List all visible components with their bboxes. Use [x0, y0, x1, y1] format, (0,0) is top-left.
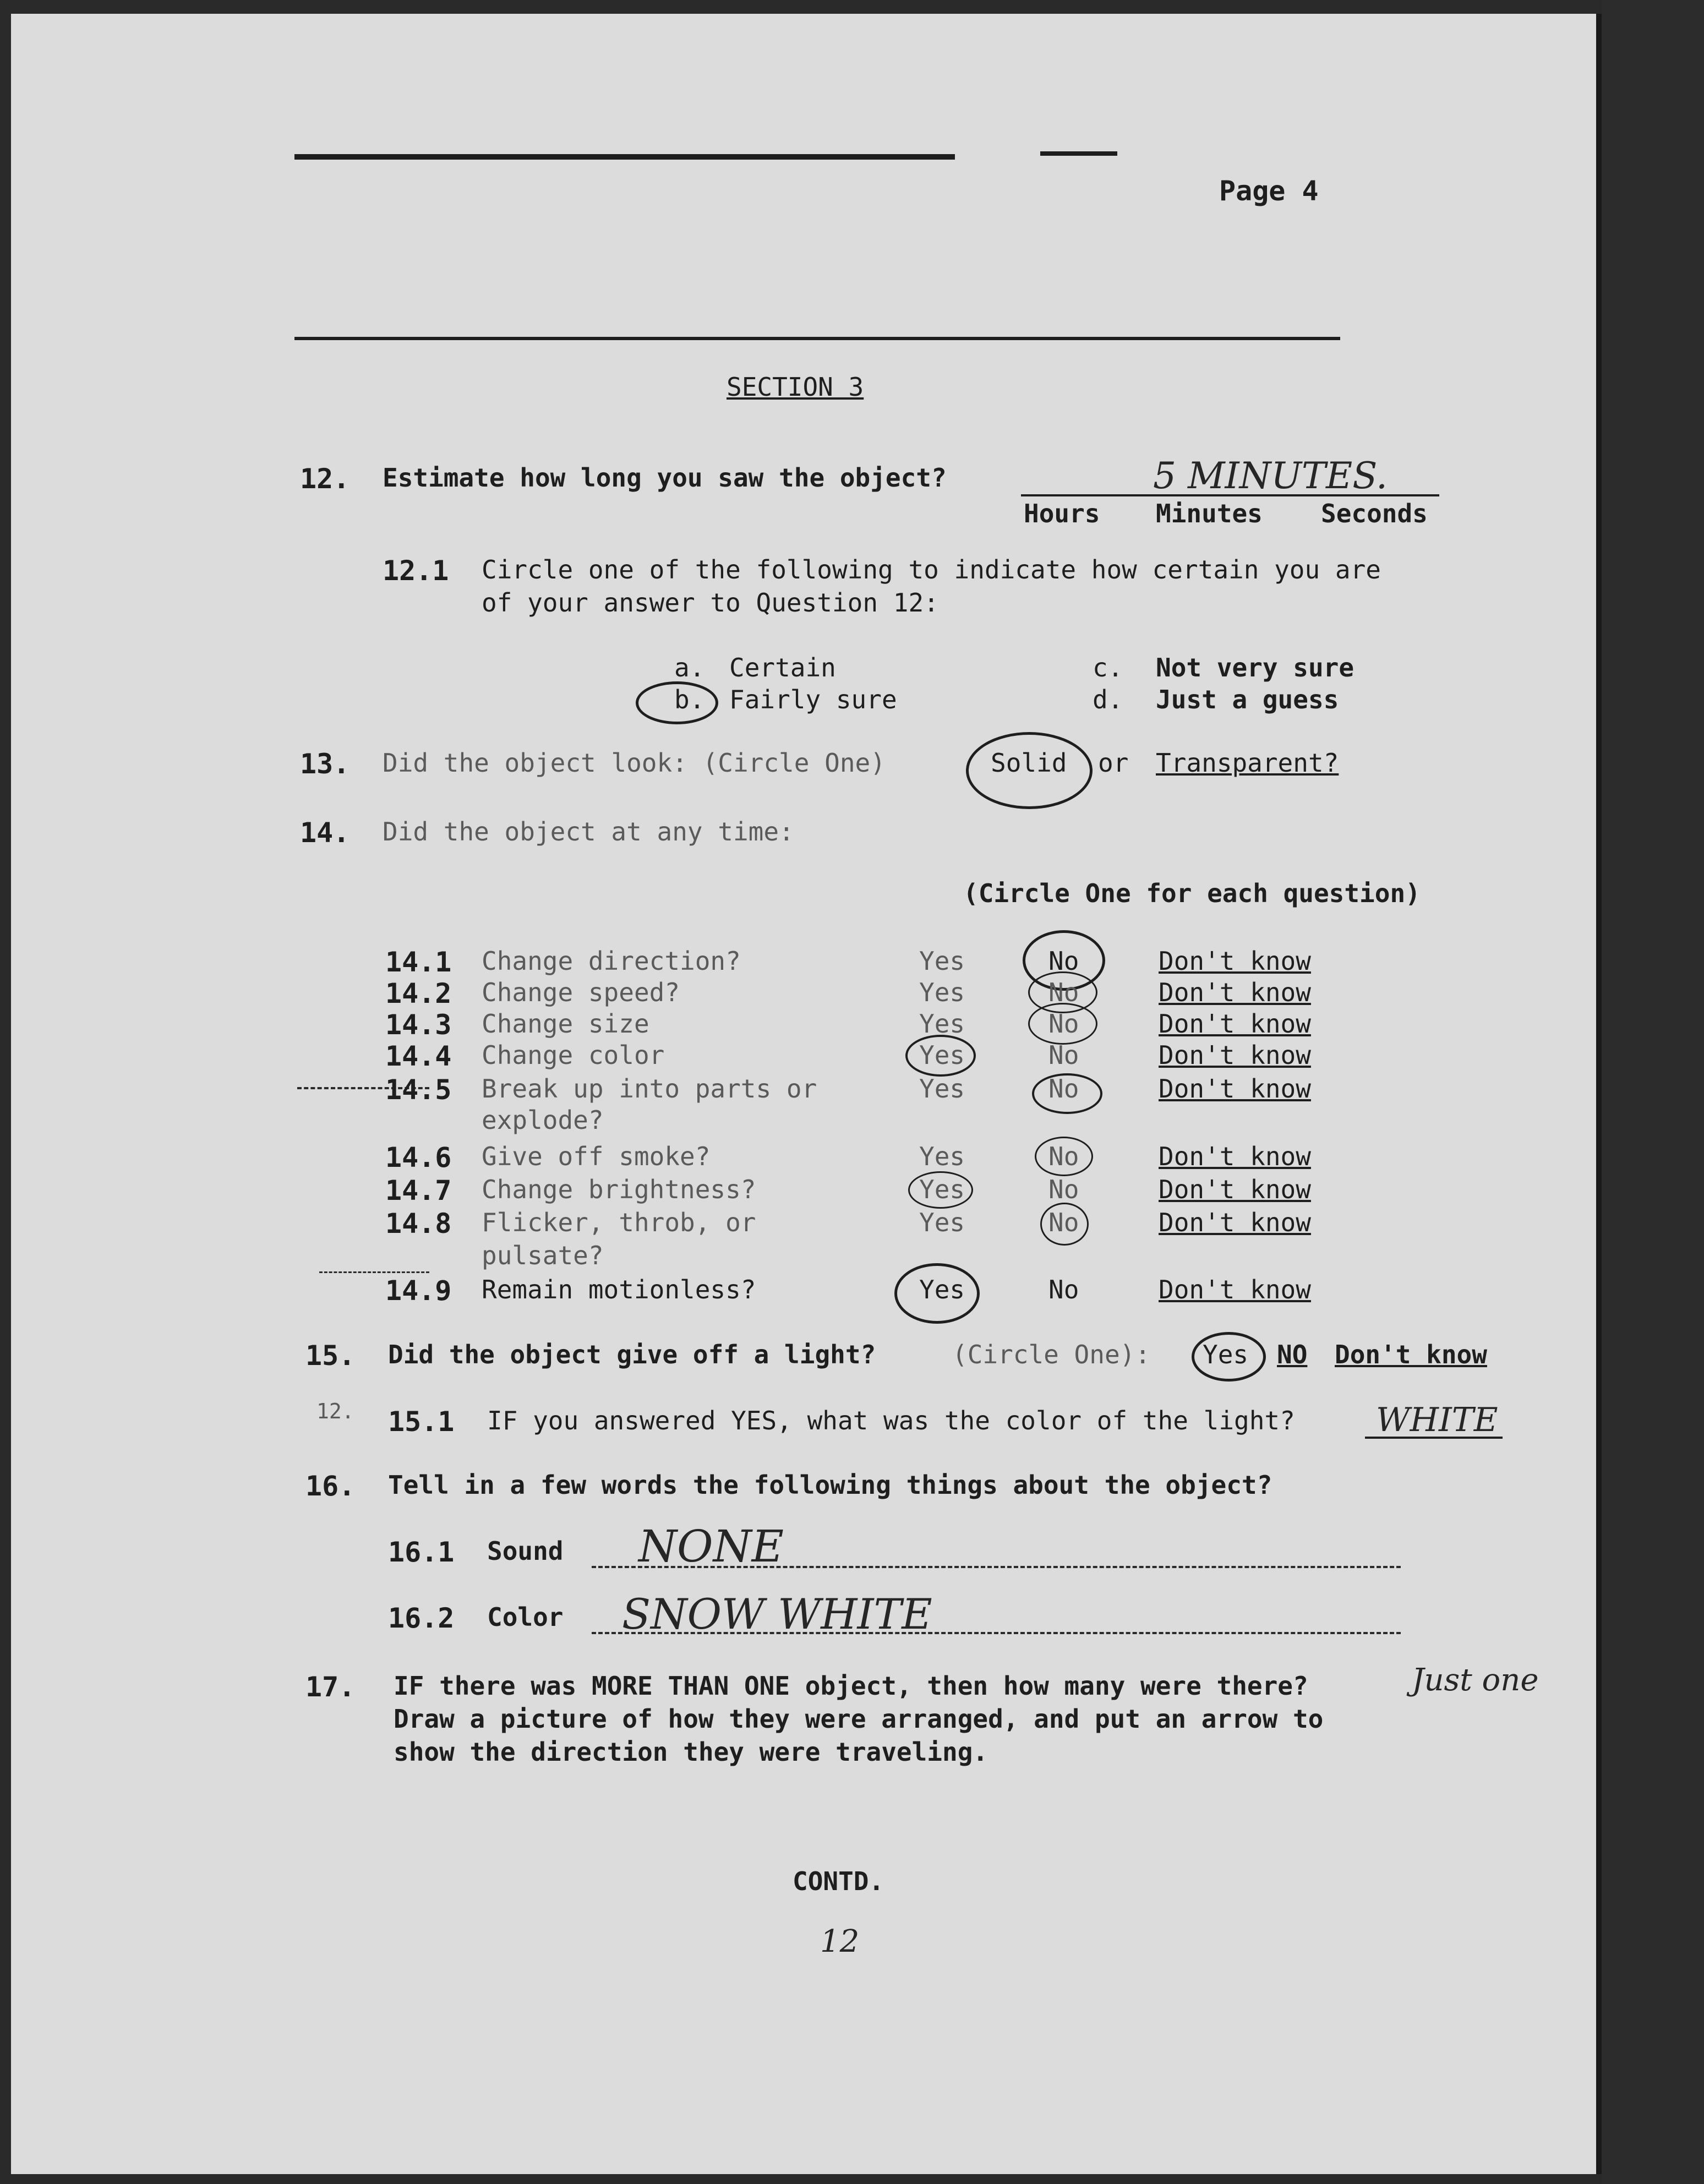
q17-number: 17. — [305, 1671, 356, 1703]
scan-margin — [1602, 0, 1704, 2184]
q14-1-number: 14.1 — [385, 946, 452, 978]
q14-text: Did the object at any time: — [383, 817, 794, 847]
q14-7-number: 14.7 — [385, 1175, 452, 1206]
q14-5-dk: Don't know — [1159, 1074, 1311, 1104]
q15-dk: Don't know — [1335, 1340, 1487, 1369]
q16-text: Tell in a few words the following things about the object? — [388, 1470, 1272, 1500]
q14-5-number: 14.5 — [385, 1074, 452, 1106]
q14-7-dk: Don't know — [1159, 1175, 1311, 1204]
q16-1-answer: NONE — [638, 1521, 784, 1572]
q15-number: 15. — [305, 1340, 356, 1372]
q13-or: or — [1098, 748, 1129, 778]
q15-text: Did the object give off a light? — [388, 1340, 876, 1369]
q14-3-no: No — [1048, 1009, 1079, 1039]
q12-text: Estimate how long you saw the object? — [383, 463, 947, 493]
handwritten-page-number: 12 — [820, 1924, 860, 1959]
q17-line3: show the direction they were traveling. — [394, 1737, 988, 1767]
section-title: SECTION 3 — [727, 372, 864, 402]
q14-9-no: No — [1048, 1275, 1079, 1304]
q14-8-circle-no — [1040, 1203, 1089, 1246]
q14-8-text2: pulsate? — [482, 1241, 604, 1270]
q16-1-number: 16.1 — [388, 1536, 455, 1568]
q17-line2: Draw a picture of how they were arranged, and put an arrow to — [394, 1704, 1324, 1734]
q14-4-circle-yes — [905, 1035, 976, 1077]
q14-3-dk: Don't know — [1159, 1009, 1311, 1039]
q14-1-no: No — [1048, 946, 1079, 976]
q12-unit-hours: Hours — [1024, 499, 1100, 528]
q14-8-text: Flicker, throb, or — [482, 1208, 756, 1237]
q15-yes: Yes — [1203, 1340, 1249, 1369]
q12-1-opt-a: Certain — [729, 653, 836, 682]
q13-circle-solid — [966, 732, 1093, 809]
contd-label: CONTD. — [793, 1866, 884, 1896]
q14-3-text: Change size — [482, 1009, 649, 1039]
q17-answer: Just one — [1412, 1662, 1539, 1698]
q14-6-dk: Don't know — [1159, 1142, 1311, 1171]
q14-number: 14. — [300, 817, 350, 849]
top-rule — [294, 154, 955, 160]
q12-1-opt-c-letter: c. — [1093, 653, 1123, 682]
q14-9-number: 14.9 — [385, 1275, 452, 1307]
page-edge — [1596, 14, 1602, 2174]
q12-1-circle-b — [636, 681, 718, 724]
q14-4-yes: Yes — [919, 1040, 965, 1070]
q14-2-number: 14.2 — [385, 978, 452, 1009]
q12-number: 12. — [300, 463, 350, 495]
q14-2-dk: Don't know — [1159, 978, 1311, 1007]
q15-1-number: 15.1 — [388, 1406, 455, 1438]
q12-1-opt-b-letter: b. — [674, 685, 705, 714]
q14-7-yes: Yes — [919, 1175, 965, 1204]
page-label: Page 4 — [1219, 175, 1319, 207]
q14-9-mark — [319, 1271, 429, 1273]
q13-opt-transparent: Transparent? — [1156, 748, 1339, 778]
q14-9-text: Remain motionless? — [482, 1275, 756, 1304]
q12-1-opt-c: Not very sure — [1156, 653, 1355, 682]
q14-1-yes: Yes — [919, 946, 965, 976]
q14-6-no: No — [1048, 1142, 1079, 1171]
q16-1-label: Sound — [487, 1536, 564, 1566]
q12-1-opt-a-letter: a. — [674, 653, 705, 682]
q13-number: 13. — [300, 748, 350, 780]
q12-1-opt-b: Fairly sure — [729, 685, 897, 714]
q16-2-number: 16.2 — [388, 1602, 455, 1634]
q16-number: 16. — [305, 1470, 356, 1502]
q12-1-number: 12.1 — [383, 555, 449, 587]
q15-1-text: IF you answered YES, what was the color of the light? — [487, 1406, 1295, 1435]
q14-9-circle-yes — [894, 1263, 980, 1324]
q14-6-number: 14.6 — [385, 1142, 452, 1173]
q14-9-yes: Yes — [919, 1275, 965, 1304]
q14-3-yes: Yes — [919, 1009, 965, 1039]
q12-1-opt-d-letter: d. — [1093, 685, 1123, 714]
q15-instruction: (Circle One): — [952, 1340, 1151, 1369]
q14-3-number: 14.3 — [385, 1009, 452, 1041]
q14-5-text: Break up into parts or — [482, 1074, 817, 1104]
q14-8-no: No — [1048, 1208, 1079, 1237]
q12-1-line1: Circle one of the following to indicate how certain you are — [482, 555, 1381, 585]
q14-4-no: No — [1048, 1040, 1079, 1070]
q15-circle-yes — [1192, 1332, 1266, 1382]
q14-5-yes: Yes — [919, 1074, 965, 1104]
q12-unit-minutes: Minutes — [1156, 499, 1263, 528]
q12-unit-seconds: Seconds — [1321, 499, 1428, 528]
q15-1-answer: WHITE — [1376, 1401, 1498, 1439]
q14-1-dk: Don't know — [1159, 946, 1311, 976]
q14-8-dk: Don't know — [1159, 1208, 1311, 1237]
margin-note: 12. — [316, 1399, 354, 1423]
q12-1-line2: of your answer to Question 12: — [482, 588, 939, 618]
q14-4-number: 14.4 — [385, 1040, 452, 1072]
q14-5-text2: explode? — [482, 1105, 604, 1135]
q14-7-text: Change brightness? — [482, 1175, 756, 1204]
top-rule-short — [1040, 151, 1117, 156]
q15-no: NO — [1277, 1340, 1308, 1369]
q14-1-text: Change direction? — [482, 946, 741, 976]
q14-9-dk: Don't know — [1159, 1275, 1311, 1304]
q14-3-circle-no — [1028, 1003, 1097, 1045]
q14-2-text: Change speed? — [482, 978, 680, 1007]
q14-8-yes: Yes — [919, 1208, 965, 1237]
q14-2-no: No — [1048, 978, 1079, 1007]
q14-6-text: Give off smoke? — [482, 1142, 711, 1171]
q14-2-yes: Yes — [919, 978, 965, 1007]
q14-6-circle-no — [1035, 1137, 1093, 1176]
q13-text: Did the object look: (Circle One) — [383, 748, 886, 778]
q14-8-number: 14.8 — [385, 1208, 452, 1240]
q16-2-label: Color — [487, 1602, 564, 1632]
q14-4-text: Change color — [482, 1040, 665, 1070]
q14-4-dk: Don't know — [1159, 1040, 1311, 1070]
q17-line1: IF there was MORE THAN ONE object, then how many were there? — [394, 1671, 1308, 1701]
q14-7-circle-yes — [908, 1171, 973, 1209]
q12-answer: 5 MINUTES. — [1153, 455, 1388, 497]
header-rule — [294, 337, 1340, 340]
q14-6-yes: Yes — [919, 1142, 965, 1171]
q13-opt-solid: Solid — [991, 748, 1067, 778]
q16-2-answer: SNOW WHITE — [622, 1590, 932, 1639]
q12-1-opt-d: Just a guess — [1156, 685, 1339, 714]
q14-7-no: No — [1048, 1175, 1079, 1204]
q14-5-no: No — [1048, 1074, 1079, 1104]
q14-5-circle-no — [1032, 1073, 1102, 1114]
q14-instruction: (Circle One for each question) — [963, 878, 1421, 908]
